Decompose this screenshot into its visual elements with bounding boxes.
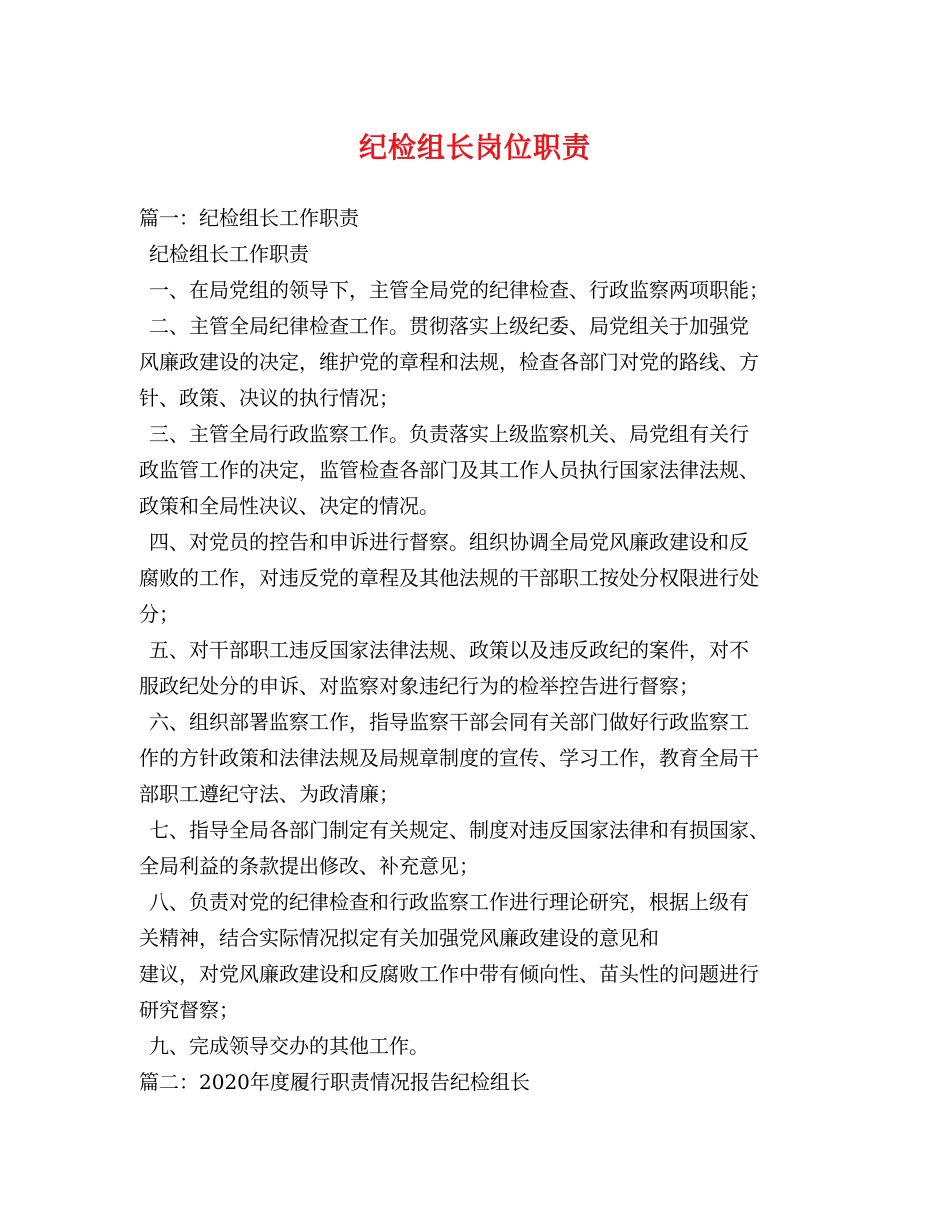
paragraph-line: 部职工遵纪守法、为政清廉； xyxy=(139,782,399,806)
paragraph-line: 研究督察； xyxy=(139,998,239,1022)
paragraph-line: 政策和全局性决议、决定的情况。 xyxy=(139,494,439,518)
paragraph-line: 二、主管全局纪律检查工作。贯彻落实上级纪委、局党组关于加强党 xyxy=(149,314,749,338)
paragraph-line: 九、完成领导交办的其他工作。 xyxy=(149,1034,429,1058)
paragraph-line: 针、政策、决议的执行情况； xyxy=(139,386,399,410)
section-heading: 篇一：纪检组长工作职责 xyxy=(139,206,359,230)
paragraph-line: 服政纪处分的申诉、对监察对象违纪行为的检举控告进行督察； xyxy=(139,674,699,698)
paragraph-line: 八、负责对党的纪律检查和行政监察工作进行理论研究，根据上级有 xyxy=(149,890,749,914)
paragraph-line: 三、主管全局行政监察工作。负责落实上级监察机关、局党组有关行 xyxy=(149,422,749,446)
paragraph-line: 关精神，结合实际情况拟定有关加强党风廉政建设的意见和 xyxy=(139,926,659,950)
paragraph-line: 四、对党员的控告和申诉进行督察。组织协调全局党风廉政建设和反 xyxy=(149,530,749,554)
paragraph-line: 分； xyxy=(139,602,179,626)
document-title: 纪检组长岗位职责 xyxy=(358,131,591,164)
paragraph-line: 七、指导全局各部门制定有关规定、制度对违反国家法律和有损国家、 xyxy=(149,818,769,842)
paragraph-line: 政监管工作的决定，监管检查各部门及其工作人员执行国家法律法规、 xyxy=(139,458,759,482)
paragraph-line: 风廉政建设的决定，维护党的章程和法规，检查各部门对党的路线、方 xyxy=(139,350,759,374)
subsection-heading: 纪检组长工作职责 xyxy=(149,242,309,266)
document-body xyxy=(139,200,829,1100)
paragraph-line: 一、在局党组的领导下，主管全局党的纪律检查、行政监察两项职能； xyxy=(149,278,769,302)
paragraph-line: 全局利益的条款提出修改、补充意见； xyxy=(139,854,479,878)
paragraph-line: 腐败的工作，对违反党的章程及其他法规的干部职工按处分权限进行处 xyxy=(139,566,759,590)
section-heading: 篇二：2020年度履行职责情况报告纪检组长 xyxy=(139,1070,530,1094)
paragraph-line: 作的方针政策和法律法规及局规章制度的宣传、学习工作，教育全局干 xyxy=(139,746,759,770)
paragraph-line: 建议，对党风廉政建设和反腐败工作中带有倾向性、苗头性的问题进行 xyxy=(139,962,759,986)
paragraph-line: 五、对干部职工违反国家法律法规、政策以及违反政纪的案件，对不 xyxy=(149,638,749,662)
paragraph-line: 六、组织部署监察工作，指导监察干部会同有关部门做好行政监察工 xyxy=(149,710,749,734)
